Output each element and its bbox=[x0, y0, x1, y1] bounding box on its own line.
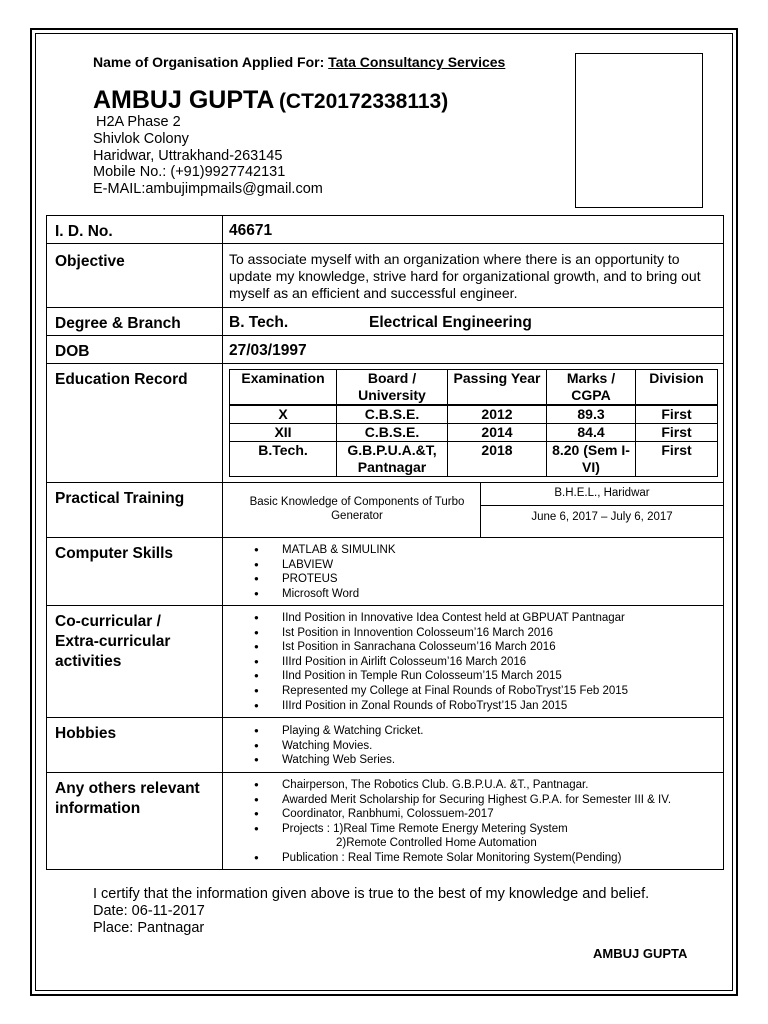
org-value: Tata Consultancy Services bbox=[328, 54, 506, 70]
exam-cell: XII bbox=[230, 424, 337, 442]
activities-label bbox=[55, 612, 170, 672]
header-board: Board / University bbox=[337, 370, 448, 406]
branch-value: Electrical Engineering bbox=[369, 314, 532, 331]
training-place: B.H.E.L., Haridwar bbox=[554, 487, 650, 499]
header-examination: Examination bbox=[230, 370, 337, 406]
exam-cell: X bbox=[230, 405, 337, 424]
division-cell: First bbox=[636, 405, 718, 424]
column-divider bbox=[222, 773, 223, 869]
address-line-3: Haridwar, Uttrakhand-263145 bbox=[93, 148, 283, 164]
list-item: ● LABVIEW bbox=[254, 558, 396, 573]
list-item-continuation: 2)Remote Controlled Home Automation bbox=[336, 837, 537, 850]
training-divider-horizontal bbox=[480, 505, 723, 506]
education-row bbox=[230, 424, 718, 442]
training-topic: Basic Knowledge of Components of Turbo Generator bbox=[249, 496, 465, 522]
header-division: Division bbox=[636, 370, 718, 406]
list-item: ● Represented my College at Final Rounds of RoboTryst’15 Feb 2015 bbox=[254, 684, 628, 699]
list-item: ● Chairperson, The Robotics Club. G.B.P.U.A. &T., Pantnagar. bbox=[254, 778, 671, 793]
marks-cell: 89.3 bbox=[547, 405, 636, 424]
address-line-1: H2A Phase 2 bbox=[96, 114, 181, 130]
education-header-row bbox=[230, 370, 718, 406]
list-item: ● Playing & Watching Cricket. bbox=[254, 724, 423, 739]
column-divider bbox=[222, 538, 223, 605]
list-item: ● PROTEUS bbox=[254, 572, 396, 587]
year-cell: 2018 bbox=[448, 442, 547, 477]
list-item: ● Projects : 1)Real Time Remote Energy Metering System bbox=[254, 822, 671, 837]
degree-label: Degree & Branch bbox=[55, 315, 181, 332]
year-cell: 2012 bbox=[448, 405, 547, 424]
row-id bbox=[46, 215, 724, 244]
column-divider bbox=[222, 364, 223, 482]
marks-cell: 8.20 (Sem I-VI) bbox=[547, 442, 636, 477]
row-dob bbox=[46, 335, 724, 364]
certification-place: Place: Pantnagar bbox=[93, 920, 205, 936]
signature-name: AMBUJ GUPTA bbox=[593, 946, 688, 961]
year-cell: 2014 bbox=[448, 424, 547, 442]
list-item: ● Watching Web Series. bbox=[254, 753, 423, 768]
column-divider bbox=[222, 718, 223, 772]
certification-date: Date: 06-11-2017 bbox=[93, 903, 205, 919]
activities-label-line: Extra-curricular bbox=[55, 633, 171, 650]
list-item: ● IInd Position in Innovative Idea Contest held at GBPUAT Pantnagar bbox=[254, 611, 628, 626]
list-item: ● IIIrd Position in Zonal Rounds of RoboTryst’15 Jan 2015 bbox=[254, 699, 628, 714]
education-table bbox=[229, 369, 718, 477]
list-item: ● Ist Position in Sanrachana Colosseum’16 March 2016 bbox=[254, 640, 628, 655]
column-divider bbox=[222, 308, 223, 335]
others-label-line: information bbox=[55, 800, 141, 817]
others-list bbox=[254, 778, 671, 866]
mobile-number: Mobile No.: (+91)9927742131 bbox=[93, 164, 286, 180]
ct-number: (CT20172338113) bbox=[278, 90, 449, 113]
education-row bbox=[230, 405, 718, 424]
board-cell: C.B.S.E. bbox=[337, 424, 448, 442]
photo-placeholder bbox=[575, 53, 703, 208]
degree-value: B. Tech. bbox=[229, 314, 289, 331]
objective-label: Objective bbox=[55, 253, 125, 270]
candidate-name: AMBUJ GUPTA bbox=[93, 86, 275, 114]
exam-cell: B.Tech. bbox=[230, 442, 337, 477]
certification-statement: I certify that the information given above is true to the best of my knowledge and belief. bbox=[93, 886, 650, 902]
board-cell: C.B.S.E. bbox=[337, 405, 448, 424]
header-marks: Marks / CGPA bbox=[547, 370, 636, 406]
activities-label-line: activities bbox=[55, 653, 122, 670]
training-dates: June 6, 2017 – July 6, 2017 bbox=[531, 511, 673, 523]
list-item: ● Awarded Merit Scholarship for Securing Highest G.P.A. for Semester III & IV. bbox=[254, 793, 671, 808]
address-line-2: Shivlok Colony bbox=[93, 131, 189, 147]
activities-list bbox=[254, 611, 628, 713]
skills-label: Computer Skills bbox=[55, 545, 173, 562]
column-divider bbox=[222, 483, 223, 537]
email-address: E-MAIL:ambujimpmails@gmail.com bbox=[93, 181, 323, 197]
list-item: ● Coordinator, Ranbhumi, Colossuem-2017 bbox=[254, 807, 671, 822]
list-item: ● Watching Movies. bbox=[254, 739, 423, 754]
candidate-name-line bbox=[93, 86, 448, 115]
column-divider bbox=[222, 216, 223, 243]
training-label: Practical Training bbox=[55, 490, 185, 507]
marks-cell: 84.4 bbox=[547, 424, 636, 442]
division-cell: First bbox=[636, 442, 718, 477]
others-label-line: Any others relevant bbox=[55, 780, 200, 797]
list-item: ● IIIrd Position in Airlift Colosseum’16 March 2016 bbox=[254, 655, 628, 670]
row-education bbox=[46, 363, 724, 483]
list-item: ● IInd Position in Temple Run Colosseum’15 March 2015 bbox=[254, 669, 628, 684]
row-activities bbox=[46, 605, 724, 718]
row-objective bbox=[46, 243, 724, 308]
division-cell: First bbox=[636, 424, 718, 442]
header-year: Passing Year bbox=[448, 370, 547, 406]
list-item: ● MATLAB & SIMULINK bbox=[254, 543, 396, 558]
hobbies-label: Hobbies bbox=[55, 725, 117, 742]
skills-list bbox=[254, 543, 396, 601]
objective-text: To associate myself with an organization where there is an opportunity to update my knowledge, strive hard for organizational growth, and to bring out myself as an efficient and successful engineer. bbox=[229, 251, 701, 301]
activities-label-line: Co-curricular / bbox=[55, 613, 161, 630]
row-degree bbox=[46, 307, 724, 336]
education-row bbox=[230, 442, 718, 477]
column-divider bbox=[222, 336, 223, 363]
row-computer-skills bbox=[46, 537, 724, 606]
education-label: Education Record bbox=[55, 371, 188, 388]
organisation-line bbox=[93, 54, 505, 70]
org-label: Name of Organisation Applied For: bbox=[93, 54, 325, 70]
row-other-information bbox=[46, 772, 724, 870]
board-cell: G.B.P.U.A.&T, Pantnagar bbox=[337, 442, 448, 477]
id-value: 46671 bbox=[229, 222, 273, 239]
dob-label: DOB bbox=[55, 343, 90, 360]
column-divider bbox=[222, 244, 223, 307]
list-item: ● Publication : Real Time Remote Solar Monitoring System(Pending) bbox=[254, 851, 671, 866]
row-training bbox=[46, 482, 724, 538]
list-item: ● Ist Position in Innovention Colosseum’16 March 2016 bbox=[254, 626, 628, 641]
hobbies-list bbox=[254, 724, 423, 768]
id-label: I. D. No. bbox=[55, 223, 113, 240]
column-divider bbox=[222, 606, 223, 717]
list-item: ● Microsoft Word bbox=[254, 587, 396, 602]
others-label bbox=[55, 779, 200, 819]
dob-value: 27/03/1997 bbox=[229, 342, 307, 359]
row-hobbies bbox=[46, 717, 724, 773]
